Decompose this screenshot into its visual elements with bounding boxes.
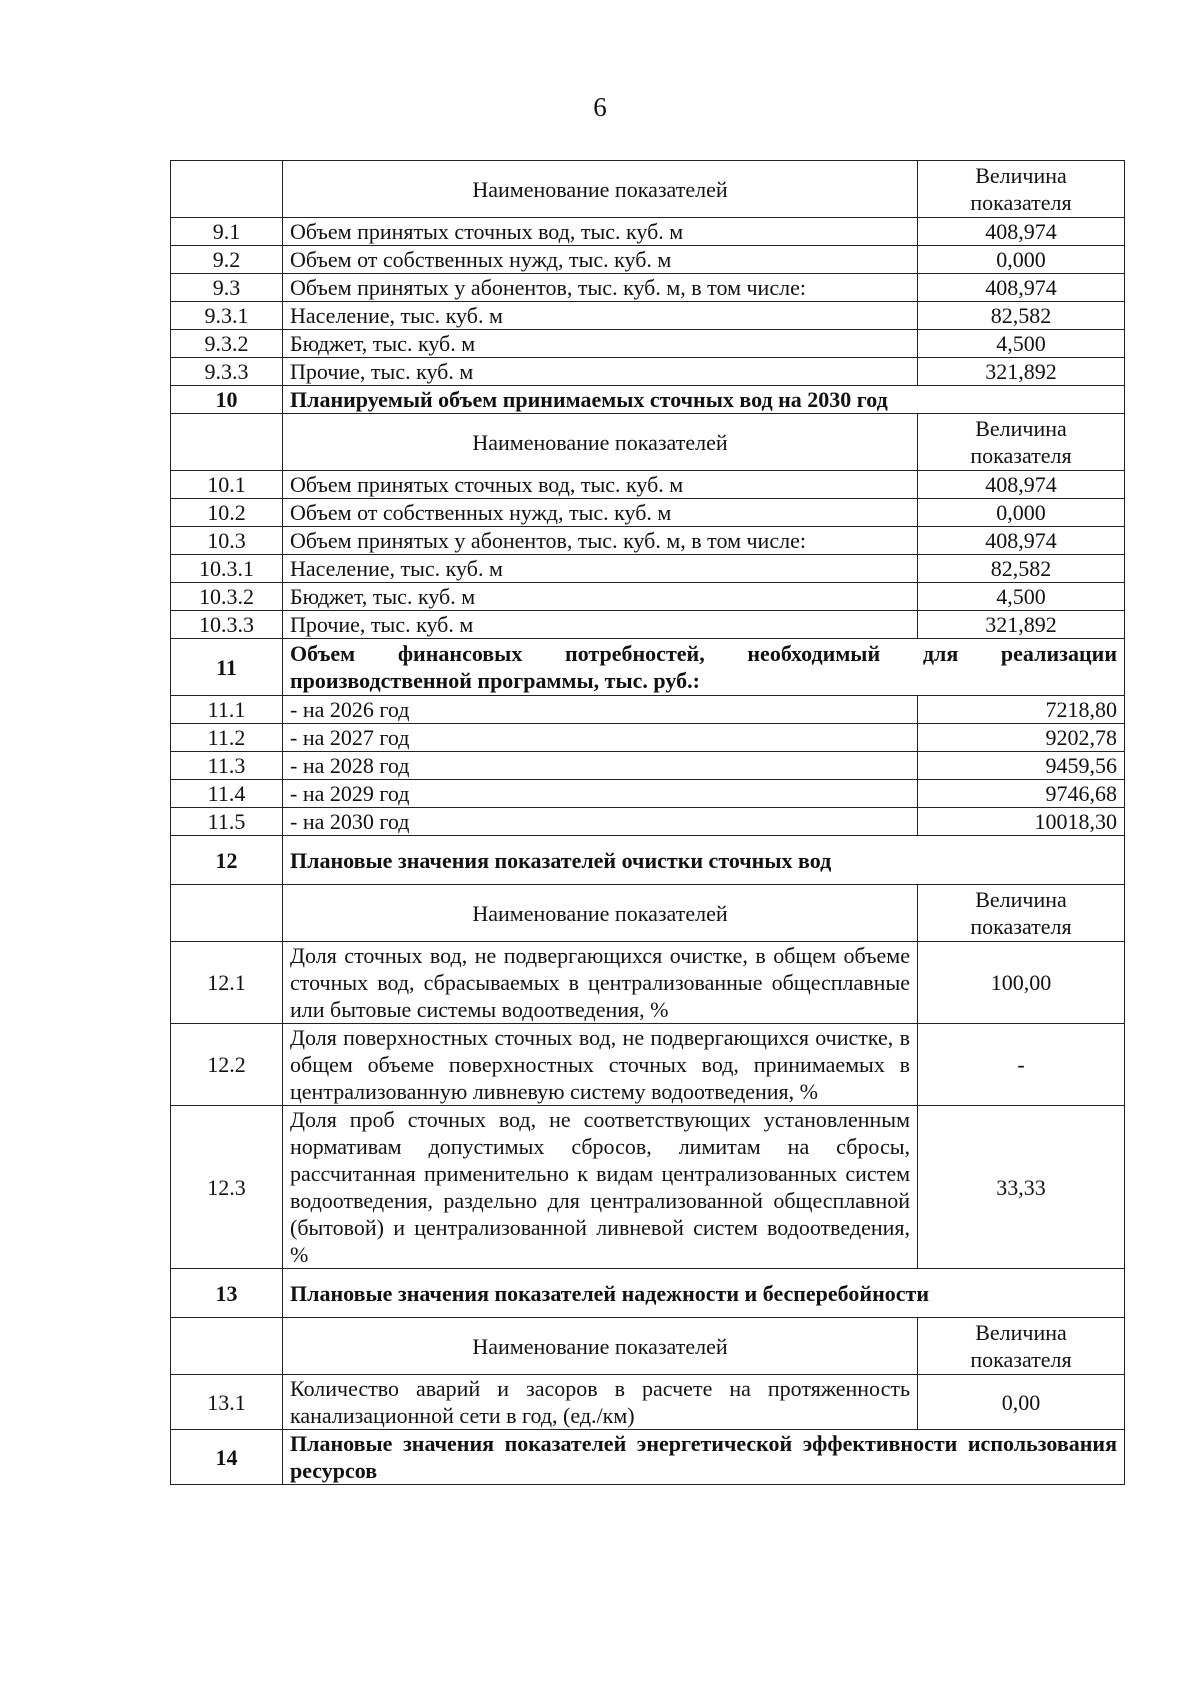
row-name: Население, тыс. куб. м — [283, 555, 918, 583]
table-row — [171, 780, 1125, 808]
table-header-row — [171, 414, 1125, 471]
section-number: 14 — [171, 1430, 283, 1485]
section-title: Плановые значения показателей очистки сточных вод — [283, 836, 1125, 885]
row-name: - на 2027 год — [283, 724, 918, 752]
row-value: 100,00 — [918, 942, 1125, 1024]
header-num-cell — [171, 1318, 283, 1375]
row-value: 7218,80 — [918, 696, 1125, 724]
row-value: 0,00 — [918, 1375, 1125, 1430]
section-number: 11 — [171, 639, 283, 696]
table-row — [171, 471, 1125, 499]
section-title-row — [171, 1430, 1125, 1485]
row-name: Объем принятых у абонентов, тыс. куб. м, в том числе: — [283, 527, 918, 555]
header-name-cell: Наименование показателей — [283, 885, 918, 942]
row-value: 9459,56 — [918, 752, 1125, 780]
header-value-cell: Величина показателя — [918, 161, 1125, 218]
table-row — [171, 218, 1125, 246]
section-title-row — [171, 1269, 1125, 1318]
section-title: Планируемый объем принимаемых сточных вод на 2030 год — [283, 386, 1125, 414]
row-value: 321,892 — [918, 358, 1125, 386]
row-name: Население, тыс. куб. м — [283, 302, 918, 330]
table-row — [171, 330, 1125, 358]
row-value: - — [918, 1024, 1125, 1106]
row-number: 11.4 — [171, 780, 283, 808]
row-number: 12.1 — [171, 942, 283, 1024]
row-value: 4,500 — [918, 330, 1125, 358]
row-name: Объем принятых сточных вод, тыс. куб. м — [283, 471, 918, 499]
row-number: 9.3.3 — [171, 358, 283, 386]
table-header-row — [171, 885, 1125, 942]
row-value: 0,000 — [918, 499, 1125, 527]
table-row — [171, 246, 1125, 274]
row-name: Объем принятых у абонентов, тыс. куб. м, в том числе: — [283, 274, 918, 302]
row-number: 12.2 — [171, 1024, 283, 1106]
row-name: Прочие, тыс. куб. м — [283, 358, 918, 386]
row-value: 10018,30 — [918, 808, 1125, 836]
row-value: 33,33 — [918, 1106, 1125, 1269]
row-name: Объем от собственных нужд, тыс. куб. м — [283, 499, 918, 527]
header-value-cell: Величина показателя — [918, 885, 1125, 942]
row-value: 82,582 — [918, 302, 1125, 330]
table-row — [171, 527, 1125, 555]
table-row — [171, 302, 1125, 330]
table-header-row — [171, 161, 1125, 218]
row-name: - на 2026 год — [283, 696, 918, 724]
section-number: 13 — [171, 1269, 283, 1318]
row-number: 10.3.3 — [171, 611, 283, 639]
row-number: 11.2 — [171, 724, 283, 752]
row-number: 10.3 — [171, 527, 283, 555]
row-value: 408,974 — [918, 274, 1125, 302]
row-value: 9746,68 — [918, 780, 1125, 808]
section-title-row — [171, 836, 1125, 885]
indicators-table — [170, 160, 1125, 1485]
row-name: Объем от собственных нужд, тыс. куб. м — [283, 246, 918, 274]
section-number: 12 — [171, 836, 283, 885]
row-number: 9.1 — [171, 218, 283, 246]
table-row — [171, 555, 1125, 583]
table-row — [171, 1106, 1125, 1269]
table-row — [171, 611, 1125, 639]
table-row — [171, 1375, 1125, 1430]
table-row — [171, 724, 1125, 752]
table-row — [171, 696, 1125, 724]
header-num-cell — [171, 885, 283, 942]
row-number: 9.3.2 — [171, 330, 283, 358]
row-name: - на 2030 год — [283, 808, 918, 836]
row-name: Доля проб сточных вод, не соответствующих установленным нормативам допустимых сбросов, лимитам на сбросы, рассчитанная применительно к видам централизованных систем водоотведения, раздельно для централизованной общесплавной (бытовой) и централизованной ливневой систем водоотведения, % — [283, 1106, 918, 1269]
header-num-cell — [171, 414, 283, 471]
row-name: - на 2029 год — [283, 780, 918, 808]
row-number: 10.1 — [171, 471, 283, 499]
table-row — [171, 752, 1125, 780]
row-value: 9202,78 — [918, 724, 1125, 752]
row-number: 11.3 — [171, 752, 283, 780]
header-name-cell: Наименование показателей — [283, 161, 918, 218]
table-row — [171, 808, 1125, 836]
section-title: Объем финансовых потребностей, необходимый для реализации производственной программы, тыс. руб.: — [283, 639, 1125, 696]
row-name: - на 2028 год — [283, 752, 918, 780]
section-title: Плановые значения показателей надежности и бесперебойности — [283, 1269, 1125, 1318]
row-value: 408,974 — [918, 218, 1125, 246]
row-name: Бюджет, тыс. куб. м — [283, 330, 918, 358]
header-value-cell: Величина показателя — [918, 1318, 1125, 1375]
section-title-row — [171, 386, 1125, 414]
table-row — [171, 274, 1125, 302]
table-row — [171, 499, 1125, 527]
row-number: 10.3.2 — [171, 583, 283, 611]
header-name-cell: Наименование показателей — [283, 1318, 918, 1375]
table-row — [171, 583, 1125, 611]
table-row — [171, 358, 1125, 386]
row-name: Бюджет, тыс. куб. м — [283, 583, 918, 611]
row-value: 321,892 — [918, 611, 1125, 639]
row-value: 82,582 — [918, 555, 1125, 583]
row-number: 9.2 — [171, 246, 283, 274]
row-number: 9.3 — [171, 274, 283, 302]
row-value: 408,974 — [918, 527, 1125, 555]
row-name: Доля поверхностных сточных вод, не подвергающихся очистке, в общем объеме поверхностных сточных вод, принимаемых в централизованную ливневую систему водоотведения, % — [283, 1024, 918, 1106]
row-value: 4,500 — [918, 583, 1125, 611]
row-number: 9.3.1 — [171, 302, 283, 330]
row-name: Прочие, тыс. куб. м — [283, 611, 918, 639]
row-number: 11.5 — [171, 808, 283, 836]
row-value: 408,974 — [918, 471, 1125, 499]
row-number: 10.3.1 — [171, 555, 283, 583]
row-number: 12.3 — [171, 1106, 283, 1269]
row-number: 10.2 — [171, 499, 283, 527]
row-value: 0,000 — [918, 246, 1125, 274]
table-row — [171, 942, 1125, 1024]
section-title: Плановые значения показателей энергетической эффективности использования ресурсов — [283, 1430, 1125, 1485]
table-row — [171, 1024, 1125, 1106]
row-number: 11.1 — [171, 696, 283, 724]
row-number: 13.1 — [171, 1375, 283, 1430]
section-title-row — [171, 639, 1125, 696]
row-name: Объем принятых сточных вод, тыс. куб. м — [283, 218, 918, 246]
table-header-row — [171, 1318, 1125, 1375]
header-value-cell: Величина показателя — [918, 414, 1125, 471]
header-num-cell — [171, 161, 283, 218]
row-name: Количество аварий и засоров в расчете на протяженность канализационной сети в год, (ед./км) — [283, 1375, 918, 1430]
header-name-cell: Наименование показателей — [283, 414, 918, 471]
row-name: Доля сточных вод, не подвергающихся очистке, в общем объеме сточных вод, сбрасываемых в централизованные общесплавные или бытовые системы водоотведения, % — [283, 942, 918, 1024]
page-number: 6 — [593, 92, 607, 122]
section-number: 10 — [171, 386, 283, 414]
